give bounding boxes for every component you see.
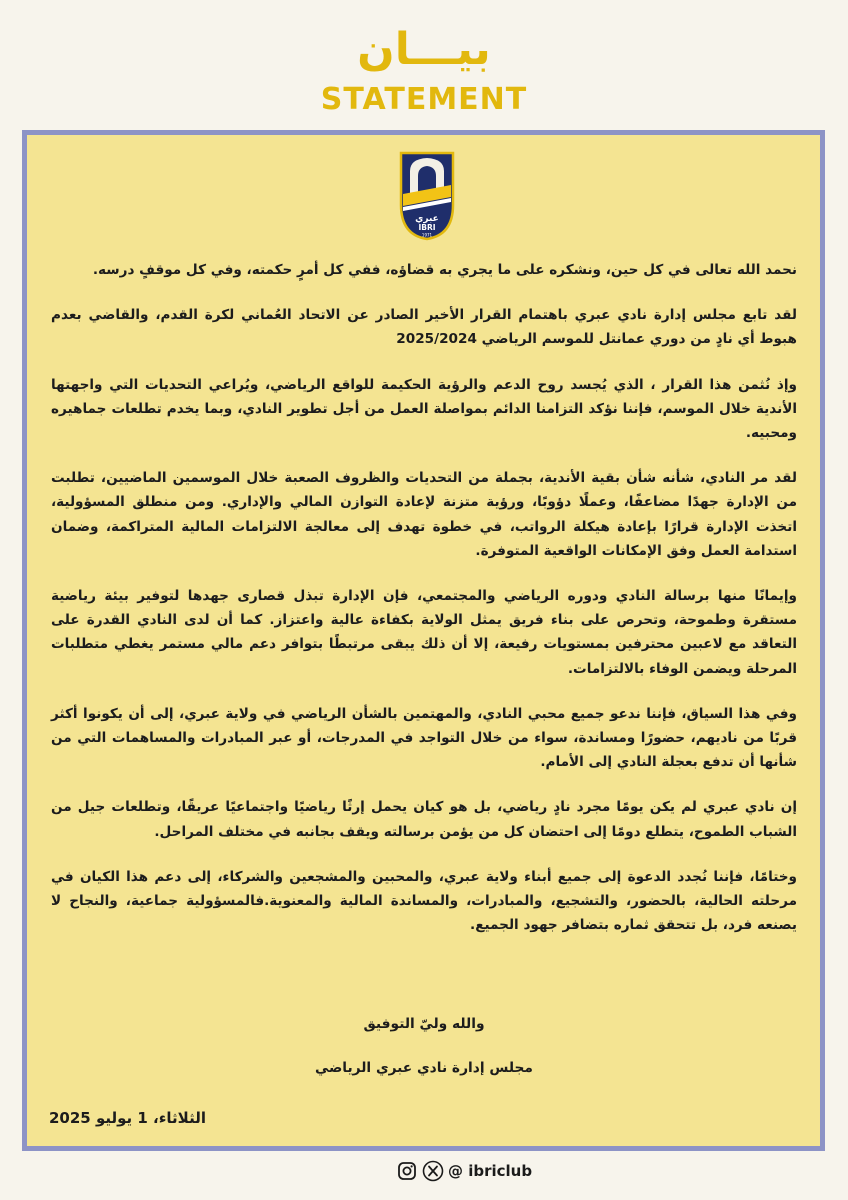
closing-line (51, 1016, 797, 1032)
paragraph: إن نادي عبري لم يكن يومًا مجرد نادٍ رياضي، بل هو كيان يحمل إرثًا رياضيًا واجتماعيًا عريقًا، وتطلعات جيل من الشباب الطموح، يتطلع دومًا إلى احتضان كل من يؤمن برسالته ويقف بجانبه في مختلف المراحل. (51, 799, 797, 840)
title-arabic: بيـــان (357, 24, 491, 75)
instagram-icon[interactable] (396, 1160, 418, 1182)
closing-text: والله وليّ التوفيق (363, 1016, 485, 1032)
club-logo (398, 149, 456, 241)
statement-body (51, 258, 797, 958)
paragraph: لقد مر النادي، شأنه شأن بقية الأندية، بجملة من التحديات والظروف الصعبة خلال الموسمين الماضيين، تطلبت من الإدارة جهدًا مضاعفًا، وعملًا دؤوبًا، ورؤية متزنة لإعادة التوازن المالي والإداري. ومن منطلق المسؤولية، اتخذت الإدارة قرارًا بإعادة هيكلة الرواتب، في خطوة تهدف إلى معالجة الالتزامات المالية المتراكمة، وضمان استدامة العمل وفق الإمكانات الواقعية المتوفرة. (51, 470, 797, 559)
paragraph: لقد تابع مجلس إدارة نادي عبري باهتمام القرار الأخير الصادر عن الاتحاد العُماني لكرة القدم، والقاضي بعدم هبوط أي نادٍ من دوري عمانتل للموسم الرياضي 2025/2024 (51, 307, 797, 348)
statement-date: الثلاثاء، 1 يوليو 2025 (49, 1109, 206, 1127)
paragraph: نحمد الله تعالى في كل حين، ونشكره على ما يجري به قضاؤه، ففي كل أمرٍ حكمته، وفي كل موقفٍ درسه. (92, 262, 797, 278)
social-footer (396, 1157, 532, 1185)
signature-text: مجلس إدارة نادي عبري الرياضي (315, 1060, 533, 1076)
statement-panel (22, 130, 825, 1151)
signature-line (51, 1060, 797, 1076)
logo-name-ar: عبري (415, 214, 439, 224)
title-english: STATEMENT (320, 82, 528, 117)
paragraph: وإيمانًا منها برسالة النادي ودوره الرياضي والمجتمعي، فإن الإدارة تبذل قصارى جهدها لتوفير بيئة رياضية مستقرة وطموحة، وتحرص على بناء فريق يمثل الولاية بكفاءة عالية واعتزاز. كما أن لدى النادي القدرة على التعاقد مع لاعبين محترفين بمستويات رفيعة، إلا أن ذلك يبقى مرتبطًا بتوافر دعم مالي مستمر يغطي متطلبات المرحلة ويضمن الوفاء بالالتزامات. (51, 588, 797, 677)
paragraph: وإذ نُثمن هذا القرار ، الذي يُجسد روح الدعم والرؤية الحكيمة للواقع الرياضي، ويُراعي التحديات التي واجهتها الأندية خلال الموسم، فإننا نؤكد التزامنا الدائم بمواصلة العمل من أجل تطوير النادي، وبما يخدم تطلعات جماهيره ومحبيه. (51, 376, 797, 442)
x-icon[interactable] (422, 1160, 444, 1182)
social-handle[interactable]: @ ibriclub (448, 1162, 533, 1180)
paragraph: وفي هذا السياق، فإننا ندعو جميع محبي النادي، والمهتمين بالشأن الرياضي في ولاية عبري، إلى أن يكونوا أكثر قربًا من ناديهم، حضورًا ومساندة، سواء من خلال التواجد في المدرجات، أو عبر المبادرات والمساهمات التي من شأنها أن تدفع بعجلة النادي إلى الأمام. (51, 705, 797, 771)
paragraph: وختامًا، فإننا نُجدد الدعوة إلى جميع أبناء ولاية عبري، والمحبين والمشجعين والشركاء، إلى دعم هذا الكيان في مرحلته الحالية، بالحضور، والتشجيع، والمبادرات، والمساندة المالية والمعنوية.فالمسؤولية جماعية، والنجاح لا يصنعه فرد، بل تتحقق ثماره بتضافر جهود الجميع. (51, 868, 797, 934)
logo-name-en: IBRI (418, 223, 436, 232)
logo-year: 1971 (421, 232, 433, 238)
